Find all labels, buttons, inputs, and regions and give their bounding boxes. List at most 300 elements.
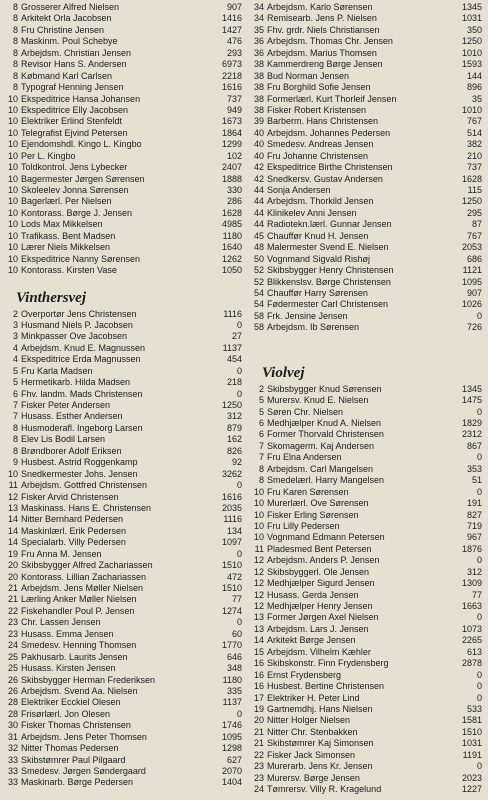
phone-number: 1663	[461, 601, 482, 611]
resident-name: Chr. Lassen Jensen	[21, 617, 101, 628]
house-number: 8	[12, 434, 18, 445]
resident-name: Pladesmed Bent Petersen	[267, 543, 372, 554]
phone-number: 737	[466, 162, 482, 173]
house-number: 8	[12, 13, 18, 24]
section-spacer	[250, 334, 482, 362]
resident-name: Murerlærl. Ove Sørensen	[267, 498, 369, 509]
resident-name: Arbejdsm. Svend Aa. Nielsen	[21, 685, 138, 696]
phone-number: 77	[231, 594, 242, 605]
listing-row	[4, 434, 242, 445]
house-number: 10	[253, 532, 264, 543]
resident-name: Maskinarb. Børge Pedersen	[21, 777, 134, 788]
listing-row	[250, 612, 482, 623]
listing-row	[4, 663, 242, 674]
phone-number: 1095	[221, 731, 242, 742]
listing-row	[250, 288, 482, 299]
listing-row	[250, 174, 482, 185]
phone-number: 867	[466, 440, 482, 451]
resident-name: Nitter Chr. Stenbakken	[267, 726, 358, 737]
resident-name: Skomagerm. Kaj Andersen	[267, 440, 375, 451]
resident-name: Blikkenslsv. Børge Christensen	[267, 276, 391, 287]
listing-row	[4, 105, 242, 116]
house-number: 21	[253, 738, 264, 749]
resident-name: Ekspeditrice Elly Jacobsen	[21, 104, 129, 115]
phone-number: 2312	[461, 429, 482, 440]
listing-row	[4, 174, 242, 185]
phone-number: 353	[466, 463, 482, 474]
house-number: 33	[7, 777, 18, 788]
phone-number: 1097	[221, 537, 242, 548]
phone-number: 1010	[461, 47, 482, 58]
phone-number: 191	[466, 498, 482, 509]
phone-number: 0	[476, 406, 482, 417]
resident-name: Maskinass. Hans E. Christensen	[21, 502, 152, 513]
house-number: 10	[7, 219, 18, 230]
house-number: 3	[12, 319, 18, 330]
resident-name: Chauffør Knud H. Jensen	[267, 230, 369, 241]
phone-number: 0	[236, 548, 242, 559]
resident-name: Husass. Esther Andersen	[21, 411, 123, 422]
house-number: 10	[7, 230, 18, 241]
resident-name: Barberm. Hans Christensen	[267, 116, 379, 127]
phone-number: 767	[466, 230, 482, 241]
house-number: 7	[12, 400, 18, 410]
phone-number: 1026	[461, 299, 482, 310]
phone-number: 454	[226, 354, 242, 365]
house-number: 5	[258, 406, 264, 417]
phone-number: 2265	[461, 635, 482, 646]
phone-number: 0	[236, 388, 242, 399]
resident-name: Radiotekn.lærl. Gunnar Jensen	[267, 219, 392, 230]
house-number: 13	[253, 623, 264, 634]
house-number: 8	[12, 70, 18, 81]
resident-name: Fru Johanne Christensen	[267, 150, 369, 161]
phone-number: 533	[466, 703, 482, 714]
resident-name: Brøndborer Adolf Eriksen	[21, 445, 122, 456]
resident-name: Arbejdsm. Thomas Chr. Jensen	[267, 36, 393, 47]
house-number: 14	[7, 525, 18, 536]
resident-name: Arbejdsm. Knud E. Magnussen	[21, 342, 146, 353]
listing-row	[250, 510, 482, 521]
phone-number: 0	[236, 319, 242, 330]
house-number: 21	[7, 583, 18, 593]
resident-name: Ekspeditrice Erda Magnussen	[21, 354, 141, 365]
resident-name: Smedesv. Jørgen Søndergaard	[21, 766, 146, 776]
listing-row	[250, 452, 482, 463]
right-column	[250, 2, 482, 795]
resident-name: Søren Chr. Nielsen	[267, 406, 344, 417]
house-number: 8	[12, 422, 18, 433]
house-number: 2	[12, 308, 18, 319]
phone-number: 92	[231, 457, 242, 468]
resident-name: Arbejdsm. Gottfred Christensen	[21, 480, 148, 491]
listing-row	[4, 231, 242, 242]
phone-number: 1227	[461, 784, 482, 794]
listing-row	[4, 254, 242, 265]
listing-row	[4, 242, 242, 253]
resident-name: Kontorass. Børge J. Jensen	[21, 207, 133, 218]
resident-name: Per L. Kingbo	[21, 150, 76, 161]
listing-row	[4, 13, 242, 24]
phone-number: 1673	[221, 116, 242, 127]
phone-number: 1593	[461, 59, 482, 70]
listing-row	[250, 418, 482, 429]
house-number: 5	[12, 365, 18, 376]
resident-name: Arbejdsm. Karlo Sørensen	[267, 2, 373, 12]
house-number: 15	[253, 646, 264, 657]
phone-number: 115	[467, 185, 482, 195]
house-number: 10	[7, 173, 18, 184]
resident-name: Nitter Holger Nielsen	[267, 715, 351, 726]
house-number: 10	[7, 207, 18, 218]
resident-name: Nitter Bernhard Pedersen	[21, 514, 124, 525]
house-number: 38	[253, 82, 264, 93]
phone-number: 1581	[461, 715, 482, 726]
phone-number: 1274	[221, 605, 242, 616]
listing-row	[4, 675, 242, 686]
house-number: 34	[253, 13, 264, 24]
house-number: 10	[7, 196, 18, 207]
resident-name: Murersv. Knud E. Nielsen	[267, 395, 369, 406]
listing-row	[250, 635, 482, 646]
house-number: 25	[7, 663, 18, 674]
house-number: 10	[253, 509, 264, 520]
house-number: 35	[253, 24, 264, 35]
house-number: 10	[7, 139, 18, 150]
listing-row	[250, 151, 482, 162]
listing-row	[4, 709, 242, 720]
phone-number: 1031	[461, 13, 482, 24]
resident-name: Trafikass. Bent Madsen	[21, 230, 116, 241]
resident-name: Typograf Henning Jensen	[21, 82, 124, 93]
listing-row	[4, 151, 242, 162]
listing-row	[4, 82, 242, 93]
listing-row	[250, 784, 482, 795]
house-number: 40	[253, 150, 264, 161]
phone-number: 330	[226, 185, 242, 195]
house-number: 11	[254, 543, 264, 554]
resident-name: Fisker Arvid Christensen	[21, 491, 119, 502]
phone-number: 896	[466, 82, 482, 93]
house-number: 5	[12, 377, 18, 388]
phone-number: 1031	[461, 738, 482, 749]
listing-row	[4, 720, 242, 731]
listing-row	[250, 578, 482, 589]
house-number: 8	[258, 463, 264, 474]
resident-name: Skibstømrer Paul Pilgaard	[21, 754, 126, 765]
listing-row	[250, 82, 482, 93]
listing-row	[250, 395, 482, 406]
phone-number: 0	[476, 761, 482, 772]
house-number: 42	[253, 173, 264, 184]
street-heading-violvej: Violvej	[262, 364, 305, 381]
listing-row	[4, 572, 242, 583]
phone-number: 2023	[461, 772, 482, 783]
phone-number: 1770	[221, 640, 242, 651]
listing-row	[4, 629, 242, 640]
phone-number: 879	[226, 422, 242, 433]
listing-row	[4, 526, 242, 537]
listing-row	[4, 331, 242, 342]
house-number: 20	[7, 560, 18, 571]
listing-row	[250, 704, 482, 715]
house-number: 34	[253, 2, 264, 12]
resident-name: Smedesv. Henning Thomsen	[21, 640, 137, 651]
listing-row	[4, 423, 242, 434]
house-number: 12	[7, 491, 18, 502]
house-number: 42	[253, 162, 264, 173]
listing-row	[250, 521, 482, 532]
phone-number: 0	[236, 617, 242, 628]
listing-row	[4, 514, 242, 525]
phone-number: 2053	[461, 242, 482, 253]
listing-row	[4, 503, 242, 514]
house-number: 21	[253, 726, 264, 737]
house-number: 10	[7, 93, 18, 104]
listing-row	[4, 25, 242, 36]
house-number: 39	[253, 116, 264, 127]
phone-number: 1116	[223, 308, 242, 319]
phone-number: 0	[476, 452, 482, 463]
phone-number: 826	[226, 445, 242, 456]
house-number: 14	[253, 635, 264, 646]
phone-number: 0	[236, 365, 242, 376]
house-number: 10	[7, 162, 18, 173]
listing-row	[250, 36, 482, 47]
house-number: 38	[253, 93, 264, 104]
phone-number: 1050	[221, 265, 242, 276]
resident-name: Fhv. landm. Mads Christensen	[21, 388, 143, 399]
house-number: 8	[12, 445, 18, 456]
listing-row	[4, 480, 242, 491]
resident-name: Elektriker Ecckiel Olesen	[21, 697, 121, 708]
resident-name: Husass. Gerda Jensen	[267, 589, 359, 600]
phone-number: 0	[476, 486, 482, 497]
house-number: 58	[253, 322, 264, 333]
resident-name: Elev Lis Bodil Larsen	[21, 434, 106, 445]
phone-number: 1616	[221, 82, 242, 93]
phone-number: 2878	[461, 658, 482, 669]
listing-row	[250, 322, 482, 333]
phone-number: 144	[466, 70, 482, 81]
listing-row	[4, 686, 242, 697]
phone-number: 1510	[461, 726, 482, 737]
listing-row	[250, 773, 482, 784]
phone-number: 1116	[223, 514, 242, 525]
street-heading-vinthersvej: Vinthersvej	[16, 289, 87, 306]
house-number: 8	[12, 24, 18, 35]
resident-name: Kammerdreng Børge Jensen	[267, 59, 383, 70]
phone-number: 726	[466, 322, 482, 333]
phone-number: 827	[466, 509, 482, 520]
listing-row	[250, 750, 482, 761]
listing-row	[4, 162, 242, 173]
listing-row	[250, 162, 482, 173]
phone-number: 2407	[221, 162, 242, 173]
listing-row	[250, 647, 482, 658]
house-number: 10	[7, 265, 18, 276]
resident-name: Fhv. grdr. Niels Christiansen	[267, 24, 380, 35]
phone-number: 1427	[221, 24, 242, 35]
resident-name: Maskinm. Poul Schebye	[21, 36, 118, 47]
phone-number: 907	[466, 287, 482, 298]
resident-name: Snedkermester Johs. Jensen	[21, 468, 138, 479]
phone-number: 2070	[221, 766, 242, 776]
listing-row	[250, 219, 482, 230]
listing-row	[4, 128, 242, 139]
resident-name: Fru Karen Sørensen	[267, 486, 349, 497]
listing-row	[4, 196, 242, 207]
phone-number: 162	[226, 434, 242, 445]
resident-name: Fisker Robert Kristensen	[267, 104, 367, 115]
phone-number: 0	[236, 480, 242, 491]
right-section-a-list	[250, 2, 482, 334]
house-number: 22	[7, 605, 18, 616]
listing-row	[4, 354, 242, 365]
listing-row	[250, 185, 482, 196]
house-number: 8	[12, 47, 18, 58]
listing-row	[4, 265, 242, 276]
house-number: 22	[253, 749, 264, 760]
resident-name: Husbest. Bertine Christensen	[267, 681, 385, 692]
house-number: 52	[253, 276, 264, 287]
house-number: 44	[253, 185, 264, 195]
phone-number: 967	[466, 532, 482, 543]
listing-row	[4, 59, 242, 70]
resident-name: Ekspeditrice Nanny Sørensen	[21, 253, 141, 264]
phone-number: 27	[231, 331, 242, 342]
listing-row	[250, 601, 482, 612]
listing-row	[250, 384, 482, 395]
house-number: 12	[253, 555, 264, 566]
house-number: 19	[7, 548, 18, 559]
house-number: 10	[253, 486, 264, 497]
resident-name: Smedelærl. Harry Mangelsen	[267, 475, 385, 486]
phone-number: 949	[226, 104, 242, 115]
house-number: 33	[7, 766, 18, 776]
listing-row	[4, 457, 242, 468]
listing-row	[4, 185, 242, 196]
listing-row	[250, 208, 482, 219]
house-number: 24	[253, 784, 264, 794]
phone-number: 102	[226, 150, 242, 161]
phone-number: 87	[471, 219, 482, 230]
resident-name: Skibsbygger Herman Frederiksen	[21, 674, 156, 685]
house-number: 12	[253, 589, 264, 600]
phone-number: 6973	[221, 59, 242, 70]
right-section-b-list	[250, 384, 482, 796]
phone-number: 35	[471, 93, 482, 104]
resident-name: Former Jørgen Axel Nielsen	[267, 612, 379, 623]
phone-number: 514	[466, 127, 482, 138]
listing-row	[250, 48, 482, 59]
resident-name: Toldkontrol. Jens Lybecker	[21, 162, 128, 173]
house-number: 38	[253, 59, 264, 70]
resident-name: Fru Lilly Pedersen	[267, 520, 340, 531]
phone-number: 1250	[461, 36, 482, 47]
phone-number: 1121	[462, 265, 482, 276]
resident-name: Arbejdsm. Marius Thomsen	[267, 47, 377, 58]
resident-name: Medhjælper Henry Jensen	[267, 601, 373, 611]
resident-name: Skoleelev Jonna Sørensen	[21, 185, 129, 195]
phone-number: 1137	[222, 342, 242, 353]
house-number: 4	[12, 342, 18, 353]
house-number: 6	[12, 388, 18, 399]
listing-row	[250, 265, 482, 276]
listing-row	[250, 116, 482, 127]
resident-name: Arbejdsm. Jens Møller Nielsen	[21, 583, 144, 593]
listing-row	[4, 377, 242, 388]
house-number: 44	[253, 219, 264, 230]
phone-number: 1137	[222, 697, 242, 708]
resident-name: Skibsbyggerl. Ole Jensen	[267, 566, 370, 577]
house-number: 2	[258, 383, 264, 394]
resident-name: Fisker Jack Simonsen	[267, 749, 356, 760]
phone-number: 335	[226, 685, 242, 696]
house-number: 28	[7, 708, 18, 719]
resident-name: Pakhusarb. Laurits Jensen	[21, 651, 128, 662]
listing-row	[250, 407, 482, 418]
house-number: 26	[7, 685, 18, 696]
resident-name: Telegrafist Ejvind Petersen	[21, 127, 128, 138]
phone-number: 0	[476, 612, 482, 623]
listing-row	[4, 766, 242, 777]
resident-name: Arbejdsm. Thorkild Jensen	[267, 196, 374, 207]
house-number: 10	[253, 520, 264, 531]
phone-number: 1262	[221, 253, 242, 264]
house-number: 8	[12, 59, 18, 70]
phone-number: 382	[466, 139, 482, 150]
house-number: 8	[12, 82, 18, 93]
resident-name: Købmand Karl Carlsen	[21, 70, 113, 81]
phone-number: 1345	[461, 2, 482, 12]
house-number: 11	[8, 480, 18, 491]
house-number: 23	[253, 761, 264, 772]
listing-row	[4, 366, 242, 377]
house-number: 23	[7, 617, 18, 628]
house-number: 40	[253, 127, 264, 138]
phone-number: 312	[466, 566, 482, 577]
resident-name: Smedesv. Andreas Jensen	[267, 139, 374, 150]
resident-name: Arbejdsm. Lars J. Jensen	[267, 623, 369, 634]
house-number: 50	[253, 253, 264, 264]
phone-number: 1250	[221, 400, 242, 410]
listing-row	[250, 128, 482, 139]
listing-row	[250, 498, 482, 509]
resident-name: Fisker Thomas Christensen	[21, 720, 131, 731]
listing-row	[4, 320, 242, 331]
house-number: 10	[7, 468, 18, 479]
phone-number: 1404	[221, 777, 242, 788]
resident-name: Minkpasser Ove Jacobsen	[21, 331, 128, 342]
listing-row	[250, 532, 482, 543]
house-number: 3	[12, 331, 18, 342]
house-number: 58	[253, 310, 264, 321]
listing-row	[4, 411, 242, 422]
house-number: 13	[7, 502, 18, 513]
phone-number: 218	[226, 377, 242, 388]
phone-number: 0	[476, 555, 482, 566]
house-number: 10	[7, 242, 18, 253]
phone-number: 3262	[221, 468, 242, 479]
listing-row	[4, 697, 242, 708]
house-number: 10	[7, 253, 18, 264]
listing-row	[4, 2, 242, 13]
listing-row	[250, 299, 482, 310]
resident-name: Murerarb. Jens Kr. Jensen	[267, 761, 373, 772]
house-number: 12	[253, 601, 264, 611]
house-number: 40	[253, 139, 264, 150]
